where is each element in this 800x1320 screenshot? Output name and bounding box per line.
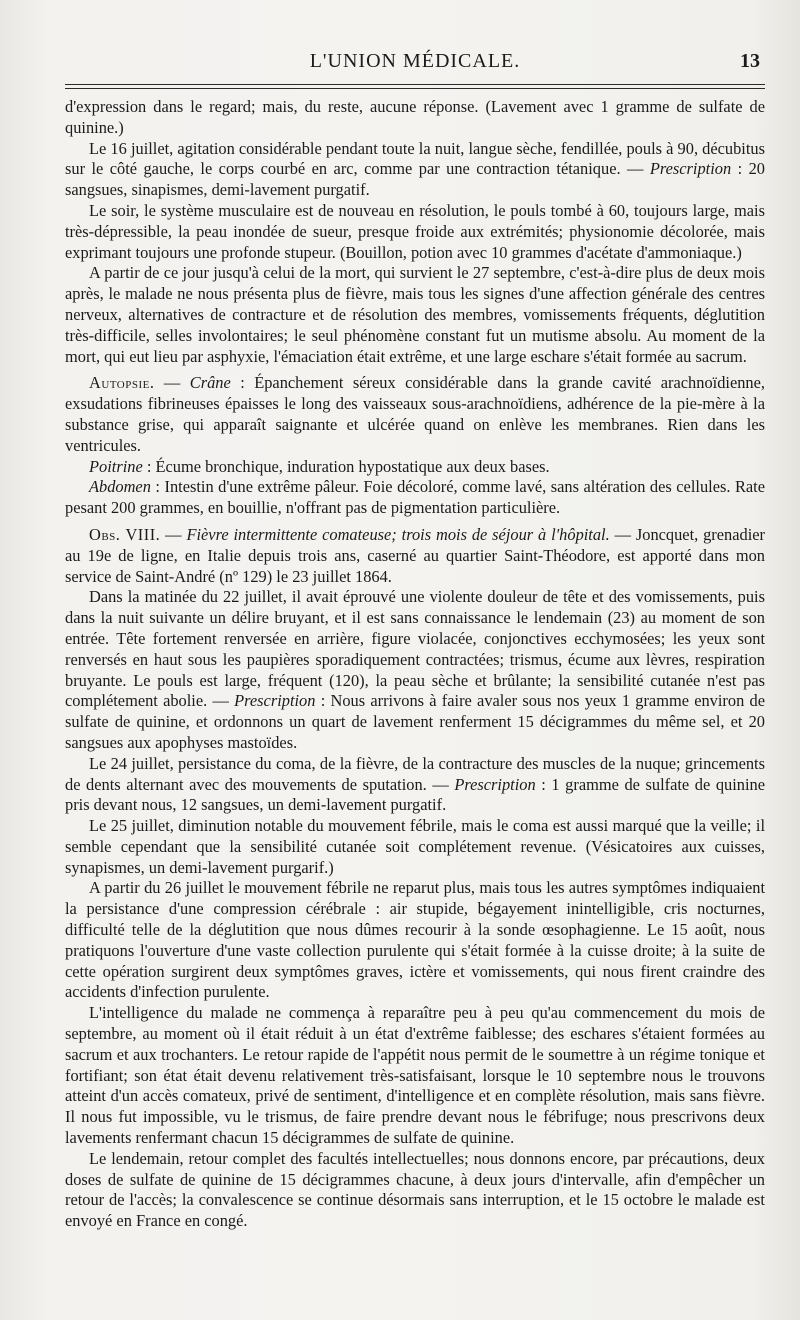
subsection-label: Poitrine: [89, 456, 143, 476]
section-heading: Autopsie.: [89, 373, 155, 393]
paragraph: A partir de ce jour jusqu'à celui de la mort, qui survient le 27 septembre, c'est-à-dire plus de deux mois après, le malade ne nous présenta plus de fièvre, mais tous les signes d'une affection générale des centres nerveux, alternatives de contracture et de résolution des membres, vomissements fréquents, déglutition très-difficile, selles involontaires; le seul phénomène constant fut un mutisme absolu. Au moment de la mort, qui eut lieu par asphyxie, l'émaciation était extrême, et une large eschare s'était formée au sacrum.: [65, 263, 765, 366]
paragraph: Le lendemain, retour complet des facultés intellectuelles; nous donnons encore, par précautions, deux doses de sulfate de quinine de 15 décigrammes chacune, à deux jours d'intervalle, afin d'empêcher un retour de l'accès; la convalescence se continue désormais sans interruption, et le 15 octobre le malade est envoyé en France en congé.: [65, 1148, 765, 1231]
page-header: [65, 44, 765, 84]
paragraph: Le 25 juillet, diminution notable du mouvement fébrile, mais le coma est aussi marqué que la veille; il semble cependant que la sensibilité cutanée soit complétement revenue. (Vésicatoires aux cuisses, synapismes, un demi-lavement purgarif.): [65, 816, 765, 877]
paragraph: Abdomen : Intestin d'une extrême pâleur. Foie décoloré, comme lavé, sans altération des cellules. Rate pesant 200 grammes, en bouillie, n'offrant pas de pigmentation particulière.: [65, 477, 765, 518]
paragraph-autopsy: Autopsie. — Crâne : Épanchement séreux considérable dans la grande cavité arachnoïdienne, exsudations fibrineuses épaisses le long des vaisseaux sous-arachnoïdiens, adhérence de la pie-mère à la substance grise, qui apparaît saignante et ulcérée quand on enlève les membranes. Rien dans les ventricules.: [65, 373, 765, 455]
page-number: 13: [740, 50, 760, 72]
paragraph: Dans la matinée du 22 juillet, il avait éprouvé une violente douleur de tête et des vomissements, puis dans la nuit suivante un délire bruyant, et il est sans connaissance le lendemain (23) au moment de son entrée. Tête fortement renversée en arrière, figure violacée, conjonctives ecchymosées; les yeux sont renversés en haut sous les paupières sporadiquement contractées; trismus, écume aux lèvres, respiration bruyante. Le pouls est large, fréquent (120), la peau sèche et brûlante; la sensibilité cutanée n'est pas complétement abolie. — Prescription : Nous arrivons à faire avaler sous nos yeux 1 gramme environ de sulfate de quinine, et ordonnons un quart de lavement renferment 15 décigrammes du même sel, et 20 sangsues aux apophyses mastoïdes.: [65, 587, 765, 752]
paragraph: d'expression dans le regard; mais, du reste, aucune réponse. (Lavement avec 1 gramme de sulfate de quinine.): [65, 97, 765, 137]
paragraph: Le 24 juillet, persistance du coma, de la fièvre, de la contracture des muscles de la nuque; grincements de dents alternant avec des mouvements de sputation. — Prescription : 1 gramme de sulfate de quinine pris devant nous, 12 sangsues, un demi-lavement purgatif.: [65, 753, 765, 815]
prescription-label: Prescription: [234, 691, 316, 711]
subsection-label: Abdomen: [89, 477, 151, 497]
prescription-label: Prescription: [454, 774, 536, 794]
paragraph-observation: Obs. VIII. — Fièvre intermittente comateuse; trois mois de séjour à l'hôpital. — Joncquet, grenadier au 19e de ligne, en Italie depuis trois ans, caserné au quartier Saint-Théodore, est apporté dans mon service de Saint-André (nº 129) le 23 juillet 1864.: [65, 524, 765, 586]
paragraph: Poitrine : Écume bronchique, induration hypostatique aux deux bases.: [89, 456, 550, 476]
paragraph: L'intelligence du malade ne commença à reparaître peu à peu qu'au commencement du mois de septembre, au moment où il était réduit à un état d'extrême faiblesse; des eschares s'étaient formées au sacrum et aux trochanters. Le retour rapide de l'appétit nous permit de le soumettre à un régime tonique et fortifiant; son état était devenu relativement très-satisfaisant, lorsque le 10 septembre nous le trouvons atteint d'un accès comateux, privé de sentiment, d'intelligence et en complète résolution, mais sans fièvre. Il nous fut impossible, vu le trismus, de faire prendre devant nous le fébrifuge; nous prescrivons deux lavements renfermant chacun 15 décigrammes de sulfate de quinine.: [65, 1003, 765, 1148]
paragraph: A partir du 26 juillet le mouvement fébrile ne reparut plus, mais tous les autres symptômes indiquaient la persistance d'une compression cérébrale : air stupide, bégayement inintelligible, cris nocturnes, difficulté telle de la déglutition que nous dûmes recourir à la sonde œsophagienne. Le 15 août, nous pratiquons l'ouverture d'une vaste collection purulente qui s'était formée à la cuisse droite; à la suite de cette opération surgirent deux symptômes graves, ictère et vomissements, qui nous firent craindre des accidents d'infection purulente.: [65, 878, 765, 1002]
header-rule-thin: [65, 88, 765, 89]
running-title: L'UNION MÉDICALE.: [309, 50, 521, 72]
paragraph: Le 16 juillet, agitation considérable pendant toute la nuit, langue sèche, fendillée, pouls à 90, décubitus sur le côté gauche, le corps courbé en arc, comme par une contraction tétanique. — Prescription : 20 sangsues, sinapismes, demi-lavement purgatif.: [65, 138, 766, 200]
subsection-label: Crâne: [189, 373, 231, 393]
paragraph: Le soir, le système musculaire est de nouveau en résolution, le pouls tombé à 60, toujours large, mais très-dépressible, la peau inondée de sueur, presque froide aux extrémités; physionomie décolorée, mais exprimant toujours une profonde stupeur. (Bouillon, potion avec 10 grammes d'acétate d'ammoniaque.): [65, 200, 765, 262]
prescription-label: Prescription: [649, 159, 732, 179]
header-rule: [65, 84, 765, 85]
section-heading: Obs. VIII.: [89, 524, 161, 544]
article-body: [65, 97, 765, 1232]
observation-title: Fièvre intermittente comateuse; trois mois de séjour à l'hôpital.: [186, 524, 610, 544]
